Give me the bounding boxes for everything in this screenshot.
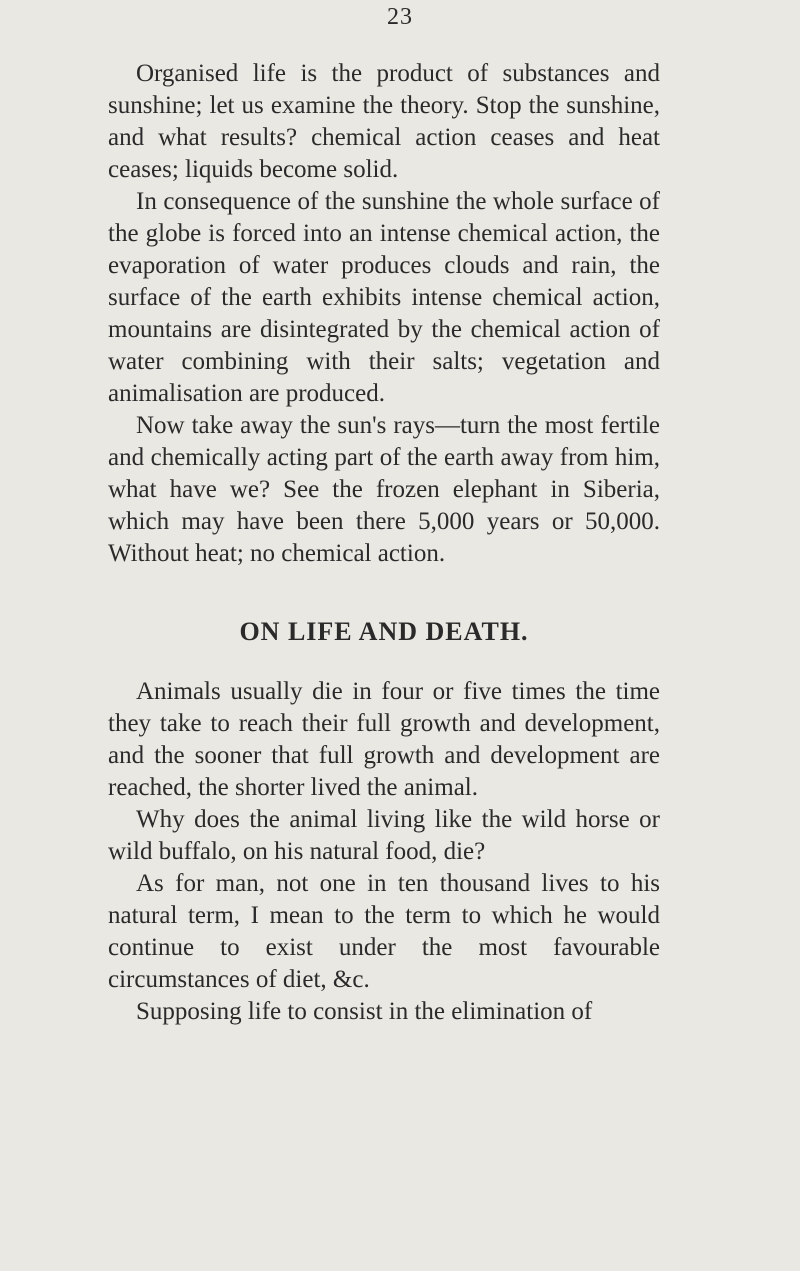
paragraph-sunshine-consequence: In consequence of the sunshine the whole surface of the globe is forced into an intense chemical action, the evaporation of water produces clouds and rain, the surface of the earth exhibits intense chemical action, mountains are disintegrated by the chemical action of water combining with their salts; vegetation and animalisation are produced. (108, 188, 660, 407)
paragraph-animals-die: Animals usually die in four or five times the time they take to reach their full growth and development, and the sooner that full growth and development are reached, the shorter lived the animal. (108, 678, 660, 801)
paragraph-suns-rays: Now take away the sun's rays—turn the most fertile and chemically acting part of the earth away from him, what have we? See the frozen elephant in Siberia, which may have been there 5,000 years or 50,000. Without heat; no chemical action. (108, 412, 660, 567)
section-heading: ON LIFE AND DEATH. (239, 617, 529, 646)
paragraph-wild-horse: Why does the animal living like the wild horse or wild buffalo, on his natural food, die? (108, 806, 660, 865)
paragraph-man-natural-term: As for man, not one in ten thousand lives to his natural term, I mean to the term to which he would continue to exist under the most favourable circumstances of diet, &c. (108, 870, 660, 993)
paragraph-supposing-life: Supposing life to consist in the elimination of (136, 998, 593, 1025)
paragraph-organised-life: Organised life is the product of substances and sunshine; let us examine the theory. Stop the sunshine, and what results? chemical action ceases and heat ceases; liquids become solid. (108, 60, 660, 183)
text-column (108, 58, 660, 1028)
page-number: 23 (387, 4, 413, 30)
